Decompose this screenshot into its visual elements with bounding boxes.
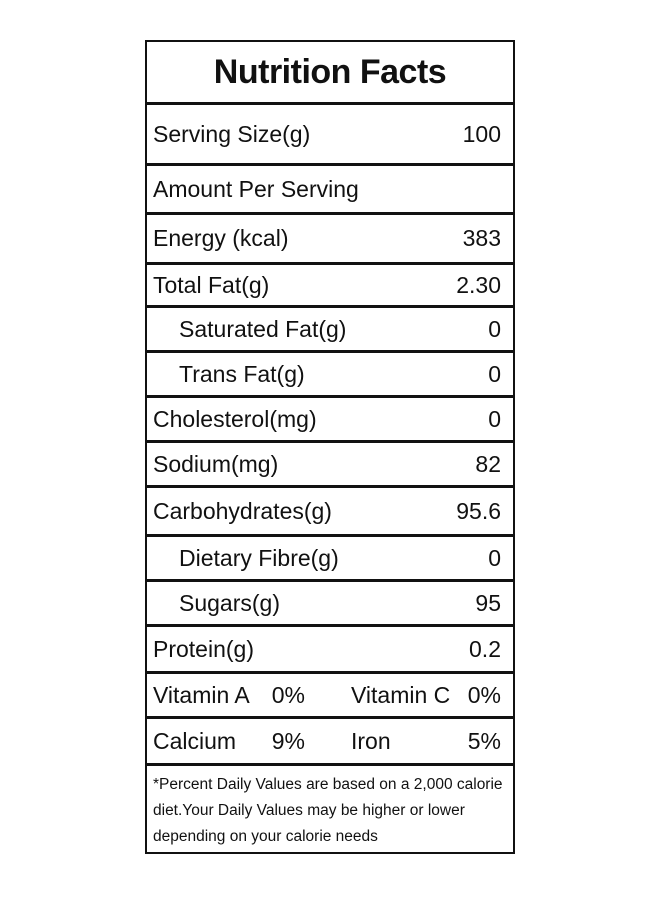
- nutrient-label: Saturated Fat(g): [179, 315, 347, 342]
- nutrient-row: [147, 398, 513, 440]
- nutrient-row: [147, 443, 513, 485]
- nutrient-value: 0: [488, 405, 501, 432]
- nutrient-row: [147, 627, 513, 671]
- divider: [147, 763, 513, 766]
- amount-per-serving-row: [147, 166, 513, 212]
- nutrient-value: 2.30: [456, 271, 501, 298]
- nutrient-row: [147, 537, 513, 579]
- serving-size-label: Serving Size(g): [153, 120, 311, 147]
- vitamin-c-label: Vitamin C: [351, 681, 451, 708]
- nutrient-row: [147, 488, 513, 534]
- iron-value: 5%: [467, 727, 501, 754]
- serving-size-row: [147, 105, 513, 163]
- serving-size-value: 100: [462, 120, 501, 147]
- nutrient-value: 383: [462, 225, 501, 251]
- nutrient-label: Sugars(g): [179, 589, 280, 616]
- vitamin-a-value: 0%: [271, 681, 305, 708]
- nutrient-value: 95.6: [456, 497, 501, 524]
- label-title: Nutrition Facts: [213, 52, 447, 91]
- nutrient-value: 0: [488, 544, 501, 571]
- nutrient-label: Carbohydrates(g): [153, 497, 332, 524]
- vitamin-c-value: 0%: [467, 681, 501, 708]
- vitamin-row: [147, 674, 513, 716]
- nutrient-row: [147, 353, 513, 395]
- nutrient-row: [147, 308, 513, 350]
- nutrient-value: 82: [475, 450, 501, 477]
- nutrient-row: [147, 265, 513, 305]
- nutrient-label: Protein(g): [153, 635, 254, 662]
- nutrient-label: Sodium(mg): [153, 450, 279, 477]
- vitamin-a-label: Vitamin A: [153, 681, 250, 708]
- iron-label: Iron: [351, 727, 391, 754]
- nutrient-row: [147, 215, 513, 262]
- nutrient-label: Energy (kcal): [153, 225, 289, 251]
- nutrient-value: 0: [488, 315, 501, 342]
- nutrient-value: 95: [475, 589, 501, 616]
- nutrient-label: Dietary Fibre(g): [179, 544, 339, 571]
- nutrient-label: Trans Fat(g): [179, 360, 305, 387]
- mineral-row: [147, 719, 513, 763]
- calcium-value: 9%: [271, 727, 305, 754]
- nutrient-value: 0: [488, 360, 501, 387]
- nutrient-label: Cholesterol(mg): [153, 405, 317, 432]
- nutrient-value: 0.2: [469, 635, 501, 662]
- nutrition-facts-label: [145, 40, 515, 854]
- nutrient-label: Total Fat(g): [153, 271, 270, 298]
- daily-values-footnote: *Percent Daily Values are based on a 2,000 calorie diet.Your Daily Values may be higher or lower depending on your calorie needs: [153, 776, 503, 845]
- nutrient-row: [147, 582, 513, 624]
- amount-per-serving-label: Amount Per Serving: [153, 175, 359, 202]
- calcium-label: Calcium: [153, 727, 237, 754]
